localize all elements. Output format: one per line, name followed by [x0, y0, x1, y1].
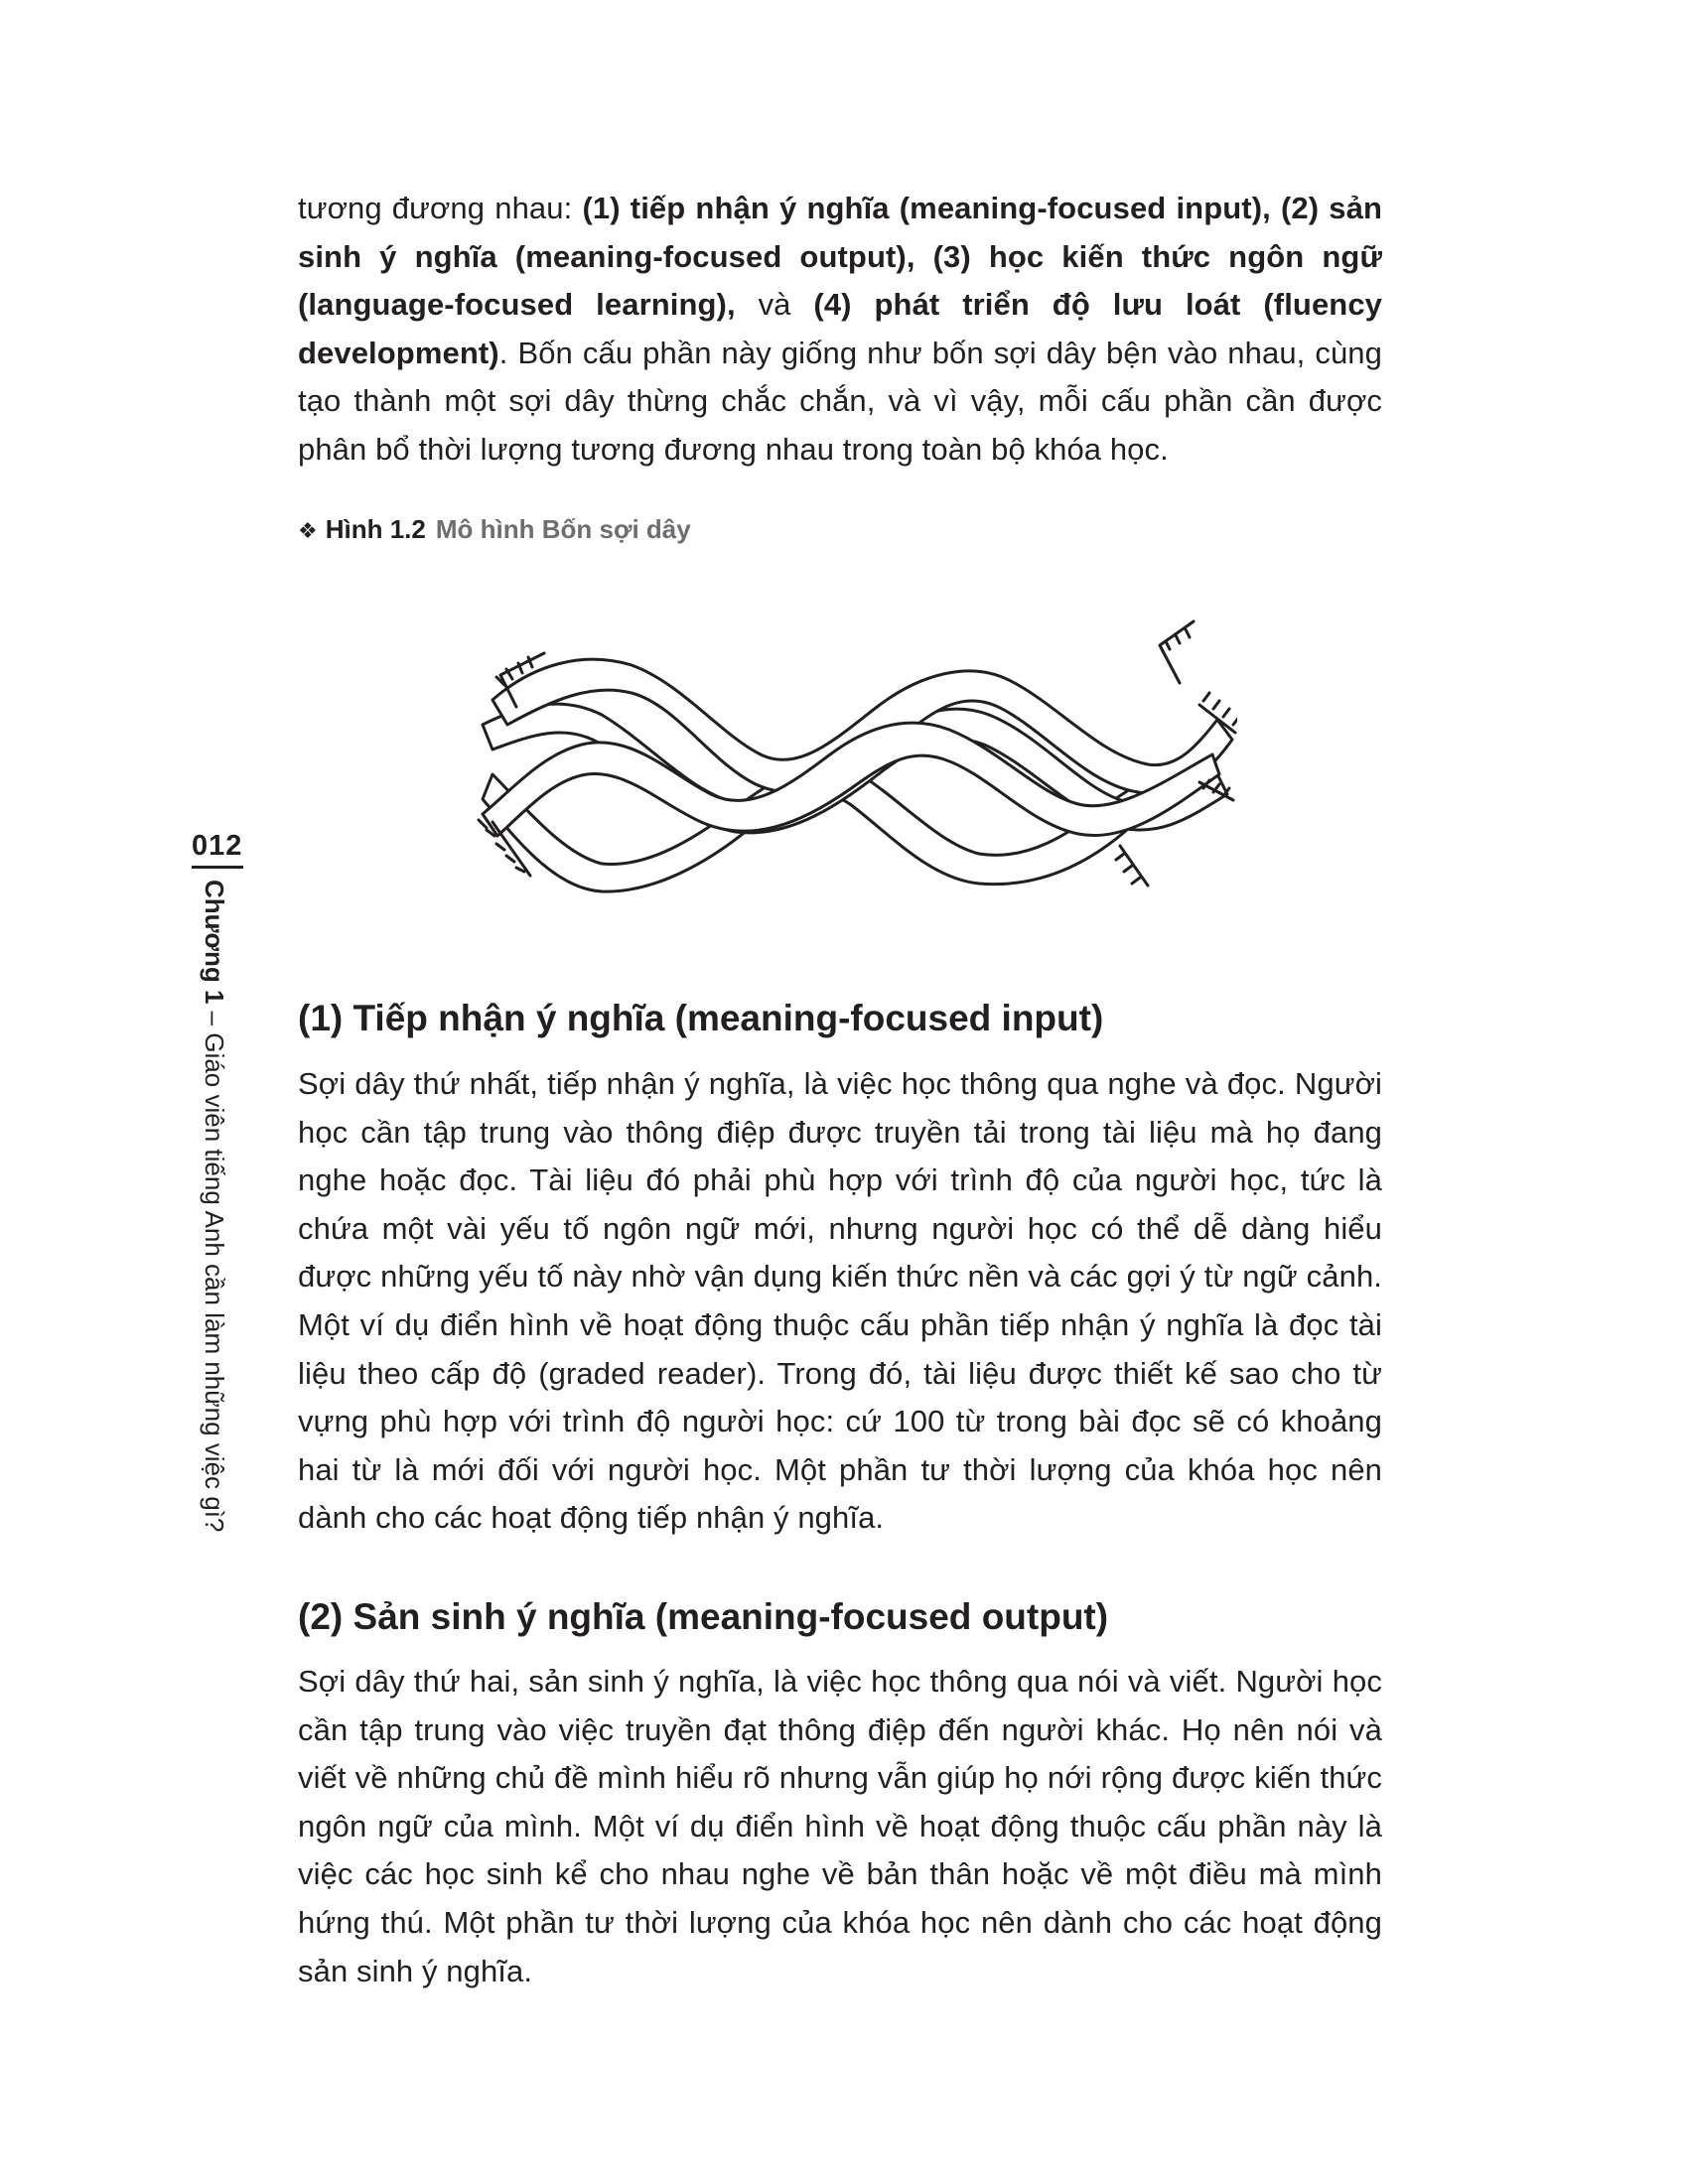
- chapter-separator: –: [200, 1004, 229, 1033]
- section-2-paragraph: Sợi dây thứ hai, sản sinh ý nghĩa, là việc học thông qua nói và viết. Người học cần tập trung vào việc truyền đạt thông điệp đến người khác. Họ nên nói và viết về những chủ đề mình hiểu rõ nhưng vẫn giúp họ nới rộng được kiến thức ngôn ngữ của mình. Một ví dụ điển hình về hoạt động thuộc cấu phần này là việc các học sinh kể cho nhau nghe về bản thân hoặc về một điều mà mình hứng thú. Một phần tư thời lượng của khóa học nên dành cho các hoạt động sản sinh ý nghĩa.: [298, 1664, 1382, 1988]
- chapter-title: Giáo viên tiếng Anh cần làm những việc gì?: [200, 1032, 229, 1533]
- intro-connector: và: [735, 287, 814, 323]
- running-header-text: [199, 880, 230, 1532]
- intro-components-1-3: (1) tiếp nhận ý nghĩa (meaning-focused input), (2) sản sinh ý nghĩa (meaning-focused output), (3) học kiến thức ngôn ngữ (language-focused learning),: [298, 191, 1382, 323]
- page-number-rule: [192, 866, 243, 869]
- section-heading-meaning-focused-output: (2) Sản sinh ý nghĩa (meaning-focused output): [298, 1596, 1109, 1637]
- figure-caption: [298, 512, 691, 548]
- figure-title: Mô hình Bốn sợi dây: [435, 514, 691, 544]
- section-1-body-block: [298, 1060, 1382, 1543]
- rope-end-frayed: [1116, 846, 1148, 886]
- figure-number: Hình 1.2: [325, 514, 426, 544]
- section-2-body-block: [298, 1658, 1382, 1995]
- intro-lead: tương đương nhau:: [298, 191, 583, 225]
- section-heading-meaning-focused-input: (1) Tiếp nhận ý nghĩa (meaning-focused input): [298, 998, 1104, 1038]
- running-header: [199, 880, 238, 1654]
- page-number: 012: [192, 830, 243, 862]
- intro-tail: . Bốn cấu phần này giống như bốn sợi dây bện vào nhau, cùng tạo thành một sợi dây thừng chắc chắn, và vì vậy, mỗi cấu phần cần được phân bổ thời lượng tương đương nhau trong toàn bộ khóa học.: [298, 335, 1382, 467]
- braid-illustration: [453, 606, 1237, 893]
- intro-paragraph-block: [298, 185, 1382, 475]
- section-1-paragraph: Sợi dây thứ nhất, tiếp nhận ý nghĩa, là việc học thông qua nghe và đọc. Người học cần tập trung vào thông điệp được truyền tải trong tài liệu mà họ đang nghe hoặc đọc. Tài liệu đó phải phù hợp với trình độ của người học, tức là chứa một vài yếu tố ngôn ngữ mới, nhưng người học có thể dễ dàng hiểu được những yếu tố này nhờ vận dụng kiến thức nền và các gợi ý từ ngữ cảnh. Một ví dụ điển hình về hoạt động thuộc cấu phần tiếp nhận ý nghĩa là đọc tài liệu theo cấp độ (graded reader). Trong đó, tài liệu được thiết kế sao cho từ vựng phù hợp với trình độ người học: cứ 100 từ trong bài đọc sẽ có khoảng hai từ là mới đối với người học. Một phần tư thời lượng của khóa học nên dành cho các hoạt động tiếp nhận ý nghĩa.: [298, 1066, 1382, 1536]
- rope-end-frayed: [1160, 621, 1194, 683]
- chapter-label: Chương 1: [200, 880, 229, 1005]
- intro-paragraph: [298, 185, 1382, 475]
- diamond-bullet-icon: ❖: [298, 518, 318, 543]
- intro-component-4: (4) phát triển độ lưu loát (fluency development): [298, 287, 1382, 370]
- four-strands-braid-figure: [453, 606, 1237, 893]
